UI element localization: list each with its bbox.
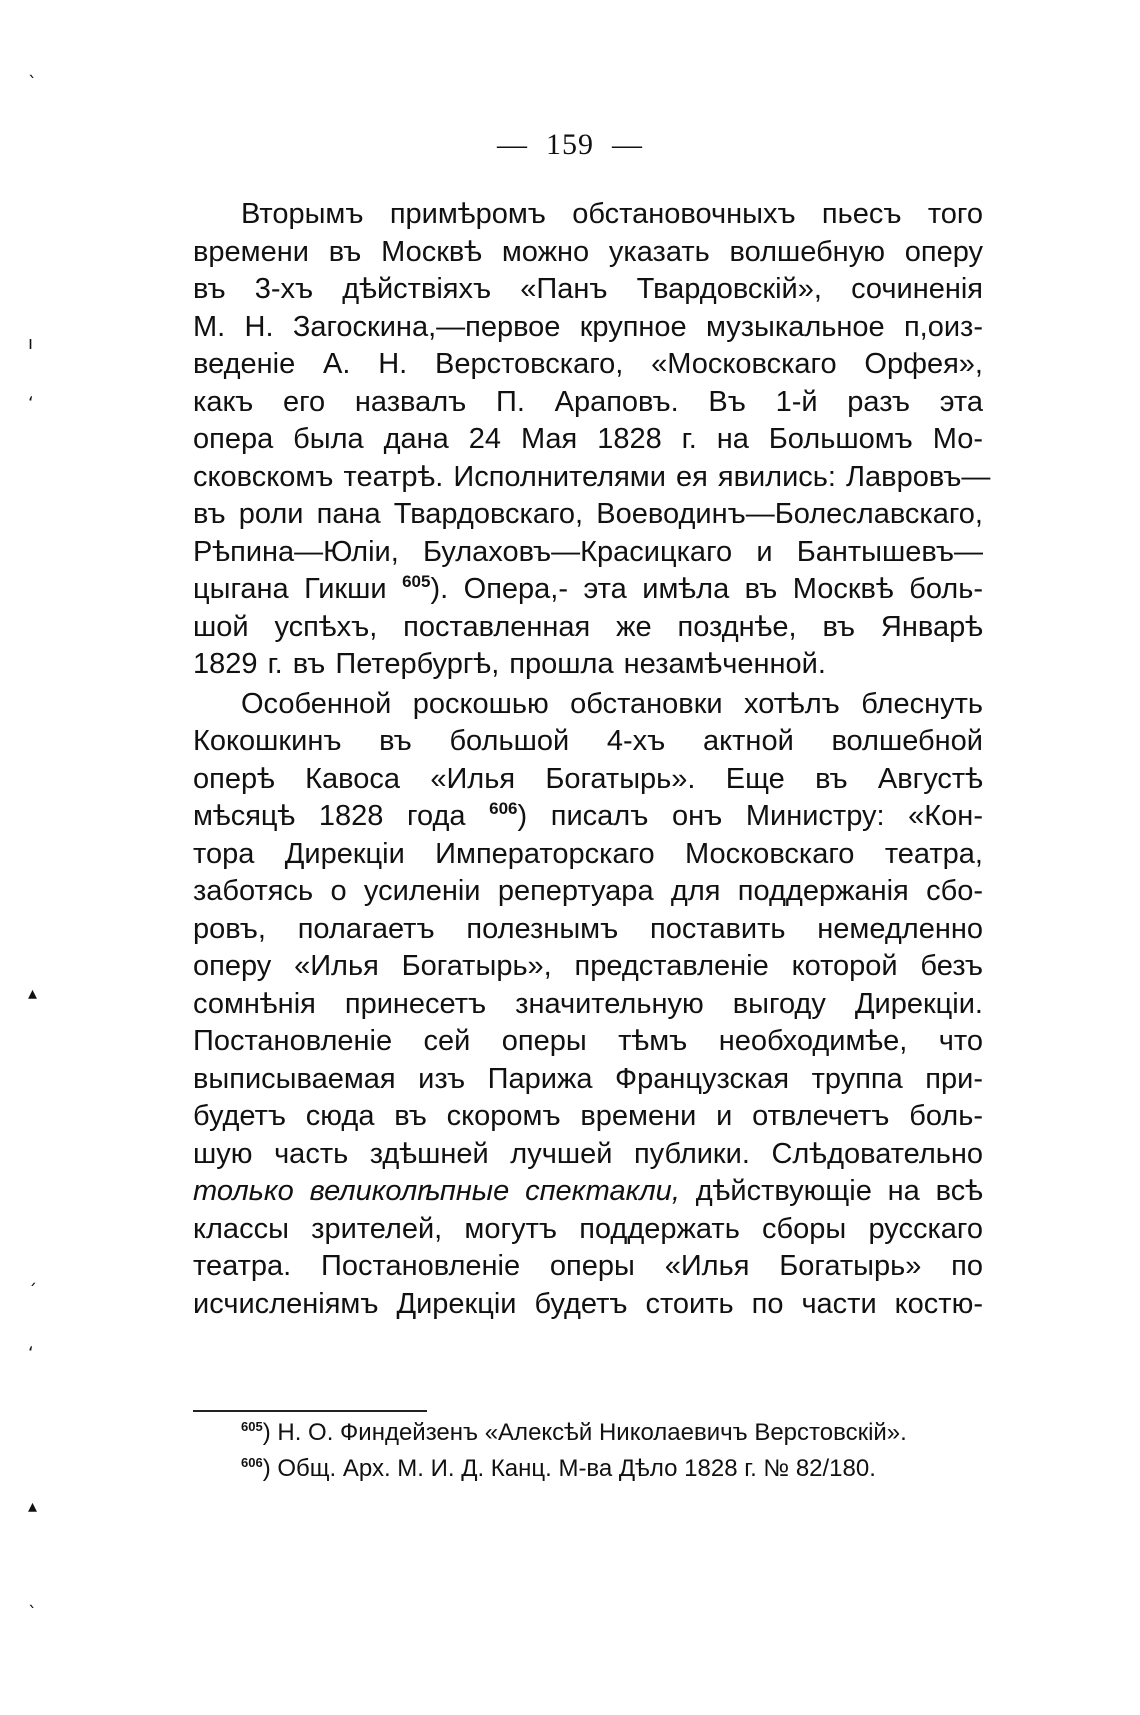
page-number [0,128,1140,162]
text-segment: дѣйствующiе на всѣ [679,1175,983,1207]
text-line: сковскомъ театрѣ. Исполнителями ея явились: Лавровъ— [193,460,991,493]
footnote-mark: 606 [241,1455,263,1470]
footnote-separator [193,1410,427,1412]
text-line: ровъ, полагаетъ полезнымъ поставить немедленно [193,912,983,945]
body-text [193,196,991,1323]
text-line: классы зрителей, могутъ поддержать сборы русскаго [193,1212,983,1245]
text-line-with-footnote [193,798,983,836]
footnote-text: ) Общ. Арх. М. И. Д. Канц. М-ва Дѣло 1828 г. № 82/180. [262,1455,876,1482]
text-segment: ). Опера,- эта имѣла въ Москвѣ боль- [430,573,983,605]
text-line: сомнѣнiя принесетъ значительную выгоду Дирекцiи. [193,987,983,1020]
text-line: Вторымъ примѣромъ обстановочныхъ пьесъ того [241,198,983,230]
text-segment: ) писалъ онъ Министру: «Кон- [517,800,983,832]
footnote-mark: 605 [241,1419,263,1434]
text-line: тора Дирекцiи Императорскаго Московскаго театра, [193,837,983,870]
text-line: оперу «Илья Богатырь», представленiе которой безъ [193,950,983,982]
scan-speck-icon: ˎ [28,58,37,79]
text-line: М. Н. Загоскина,—первое крупное музыкальное п,оиз- [193,310,983,343]
text-line: Рѣпина—Юлiи, Булаховъ—Красицкаго и Бантышевъ— [193,535,983,568]
text-line-with-footnote [193,571,983,609]
scan-speck-icon: ˏ [28,1266,37,1287]
scan-speck-icon: ʻ [28,393,34,414]
page-number-value: 159 [546,128,594,161]
page-number-dash-right: — [612,128,643,161]
scan-speck-icon: ˎ [28,1588,37,1609]
text-line: Постановленiе сей оперы тѣмъ необходимѣе, что [193,1025,983,1057]
text-line: оперѣ Кавоса «Илья Богатырь». Еще въ Августѣ [193,762,983,795]
text-segment: мѣсяцѣ 1828 года [193,800,490,832]
footnote-605 [193,1415,983,1451]
scan-speck-icon: ʻ [28,1343,34,1364]
page-number-dash-left: — [497,128,528,161]
text-line: въ роли пана Твардовскаго, Воеводинъ—Болеславскаго, [193,498,983,530]
text-line: выписываемая изъ Парижа Французская труппа при- [193,1062,983,1095]
text-line: исчисленiямъ Дирекцiи будетъ стоить по части костю- [193,1287,983,1320]
text-line: театра. Постановленiе оперы «Илья Богатырь» по [193,1250,983,1282]
text-line: Особенной роскошью обстановки хотѣлъ блеснуть [241,687,983,720]
text-line: 1829 г. въ Петербургѣ, прошла незамѣченной. [193,648,826,680]
footnote-text: ) Н. О. Финдейзенъ «Алексѣй Николаевичъ Верстовскiй». [262,1419,907,1446]
italic-emphasis: только великолѣпные спектакли, [193,1175,680,1207]
text-line-with-italic [193,1173,983,1211]
text-segment: цыгана Гикши [193,573,403,605]
text-line: шой успѣхъ, поставленная же позднѣе, въ Январѣ [193,610,983,643]
footnotes [193,1415,983,1487]
text-line: заботясь о усиленiи репертуара для поддержанiя сбо- [193,875,983,907]
scan-speck-icon: ▴ [28,1496,38,1517]
footnote-ref-606: 606 [489,799,518,818]
scan-speck-icon: ▴ [28,983,38,1004]
footnote-ref-605: 605 [402,572,431,591]
footnote-606 [193,1451,983,1487]
text-line: будетъ сюда въ скоромъ времени и отвлечетъ боль- [193,1100,983,1132]
text-line: въ 3-хъ дѣйствiяхъ «Панъ Твардовскiй», сочиненiя [193,273,983,305]
text-line: какъ его назвалъ П. Араповъ. Въ 1-й разъ эта [193,385,983,418]
text-line: времени въ Москвѣ можно указать волшебную оперу [193,235,983,268]
text-line: опера была дана 24 Мая 1828 г. на Большомъ Мо- [193,423,983,455]
text-line: Кокошкинъ въ большой 4-хъ актной волшебной [193,725,983,757]
text-line: веденiе А. Н. Верстовскаго, «Московскаго Орфея», [193,348,983,380]
scan-speck-icon: ı [28,333,34,354]
text-line: шую часть здѣшней лучшей публики. Слѣдовательно [193,1137,983,1170]
